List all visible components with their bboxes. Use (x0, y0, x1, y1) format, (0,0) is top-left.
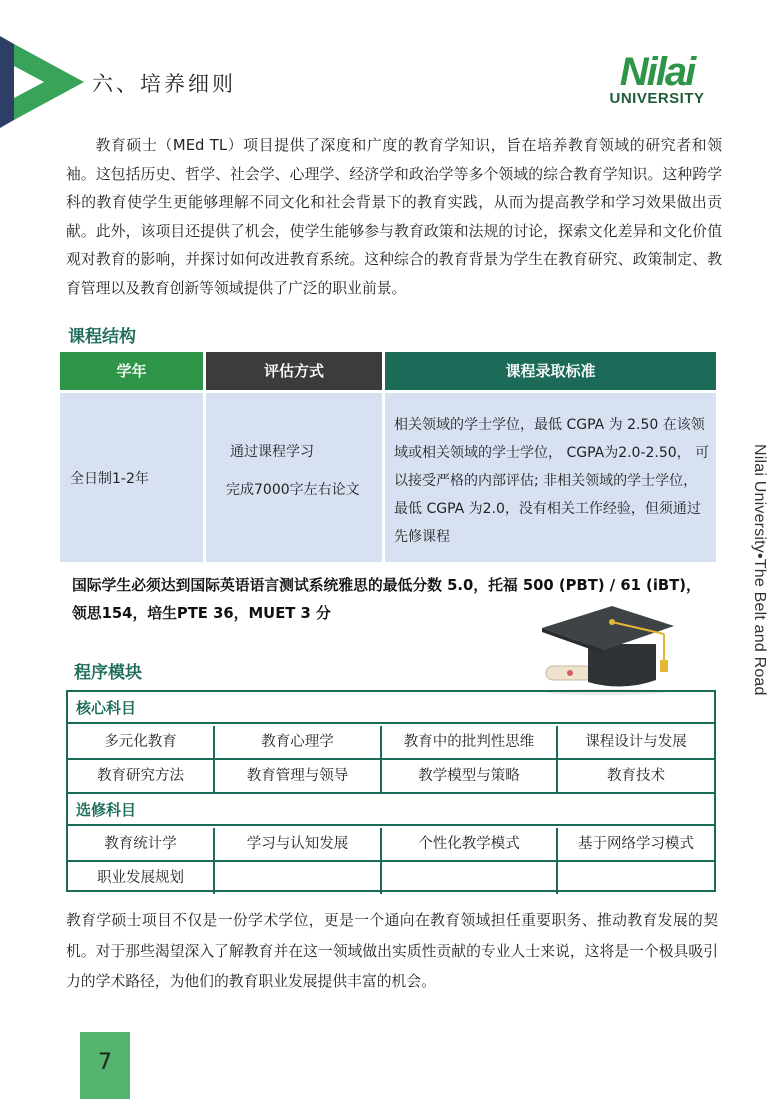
intro-paragraph: 教育硕士（MEd TL）项目提供了深度和广度的教育学知识，旨在培养教育领域的研究者和领袖。这包括历史、哲学、社会学、心理学、经济学和政治学等多个领域的综合教育学知识。这种跨学科的教育使学生更能够理解不同文化和社会背景下的教育实践，从而为提高教学和学习效果做出贡献。此外，该项目还提供了机会，使学生能够参与教育政策和法规的讨论，探索文化差异和文化价值观对教育的影响，并探讨如何改进教育系统。这种综合的教育背景为学生在教育研究、政策制定、教育管理以及教育创新等领域提供了广泛的职业前景。 (66, 137, 722, 297)
language-requirement: 国际学生必须达到国际英语语言测试系统雅思的最低分数 5.0，托福 500 (PBT) / 61 (iBT)，领思154，培生PTE 36，MUET 3 分 (72, 577, 701, 622)
module-cell (215, 862, 382, 894)
closing-paragraph: 教育学硕士项目不仅是一份学术学位，更是一个通向在教育领域担任重要职务、推动教育发展的契机。对于那些渴望深入了解教育并在这一领域做出实质性贡献的专业人士来说，这将是一个极具吸引力的学术路径，为他们的教育职业发展提供丰富的机会。 (66, 912, 718, 990)
course-structure-heading: 课程结构 (68, 327, 136, 347)
admission-criteria-text: 相关领域的学士学位，最低 CGPA 为 2.50 在该领域或相关领域的学士学位， CGPA为2.0-2.50， 可以接受严格的内部评估; 非相关领域的学士学位，最低 CGPA 为2.0，没有相关工作经验，但须通过先修课程 (394, 417, 710, 545)
module-cell: 多元化教育 (68, 726, 215, 758)
program-modules-heading: 程序模块 (74, 663, 142, 683)
nilai-university-logo (602, 52, 712, 112)
module-cell: 教育中的批判性思维 (382, 726, 558, 758)
module-cell: 教育技术 (607, 768, 665, 784)
brand-wordmark: Nilai (619, 50, 695, 94)
module-cell: 教育管理与领导 (215, 760, 382, 792)
page-number: 7 (98, 1050, 112, 1075)
module-cell: 基于网络学习模式 (578, 836, 694, 852)
column-header-assessment: 评估方式 (206, 352, 382, 390)
module-cell: 教育研究方法 (68, 760, 215, 792)
table-row (68, 760, 714, 794)
side-caption: Nilai University•The Belt and Road (751, 444, 768, 696)
table-row (68, 862, 714, 896)
module-cell: 学习与认知发展 (215, 828, 382, 860)
module-cell: 个性化教学模式 (382, 828, 558, 860)
elective-subjects-label: 选修科目 (68, 794, 714, 826)
table-row (68, 726, 714, 760)
program-modules-table (66, 690, 716, 892)
module-cell: 课程设计与发展 (585, 734, 687, 750)
assessment-line: 通过课程学习 (230, 444, 314, 460)
module-cell: 教学模型与策略 (382, 760, 558, 792)
core-subjects-label: 核心科目 (68, 692, 714, 724)
module-cell: 教育统计学 (68, 828, 215, 860)
column-header-admission: 课程录取标准 (385, 352, 716, 390)
module-cell: 职业发展规划 (68, 862, 215, 894)
year-cell (60, 393, 203, 562)
admission-criteria-cell (385, 393, 716, 562)
column-header-year: 学年 (60, 352, 203, 390)
page-number-box (80, 1032, 130, 1099)
table-row (68, 828, 714, 862)
course-structure-table (60, 352, 716, 562)
module-cell: 教育心理学 (215, 726, 382, 758)
graduation-cap-icon (540, 600, 676, 696)
module-cell (558, 862, 714, 894)
module-cell (382, 862, 558, 894)
assessment-line: 完成7000字左右论文 (226, 482, 360, 498)
brand-subtitle: UNIVERSITY (609, 90, 705, 107)
year-value: 全日制1-2年 (70, 471, 149, 487)
assessment-cell (206, 393, 382, 562)
corner-arrow-logo (0, 36, 84, 128)
section-title: 六、培养细则 (92, 72, 236, 96)
